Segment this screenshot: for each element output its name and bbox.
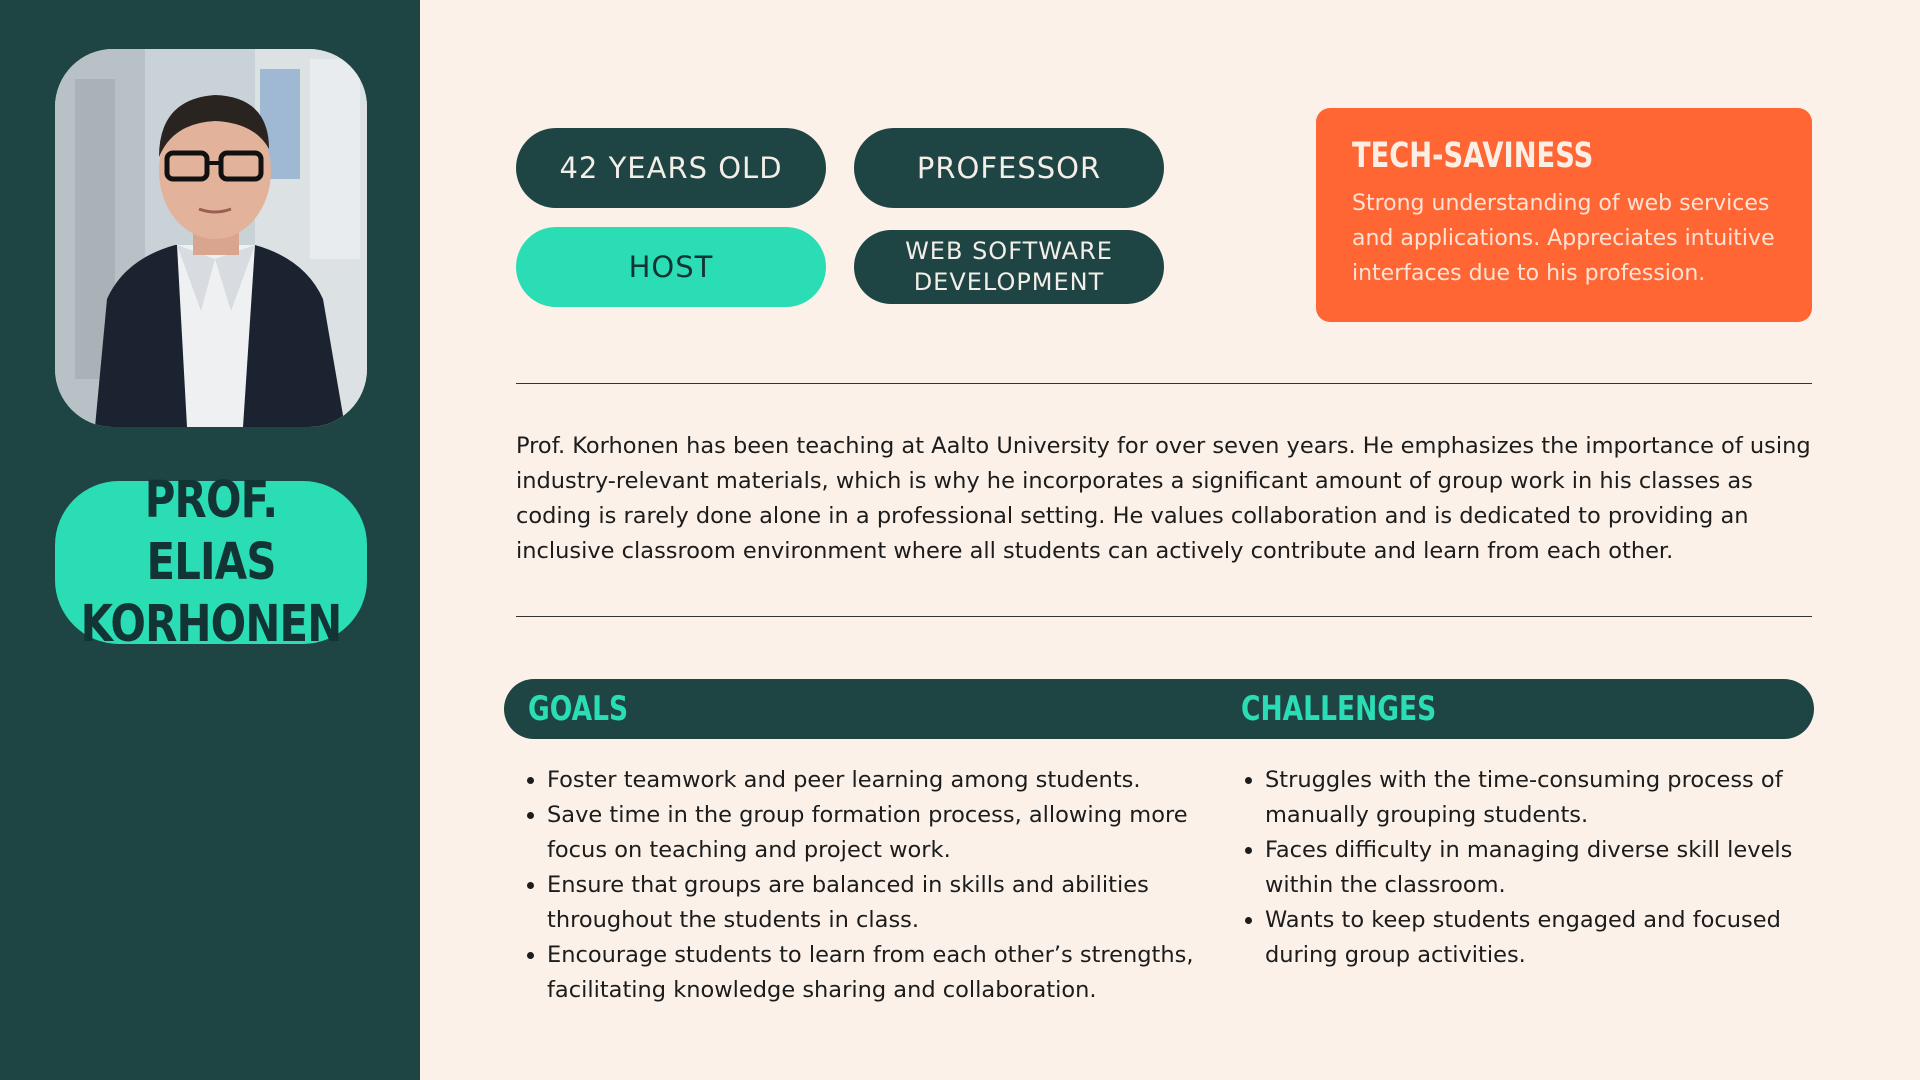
- divider-top: [516, 383, 1812, 384]
- role-tag: PROFESSOR: [854, 128, 1164, 208]
- tech-saviness-body: Strong understanding of web services and applications. Appreciates intuitive interfaces due to his profession.: [1352, 191, 1775, 286]
- challenges-heading: CHALLENGES: [1241, 689, 1437, 729]
- age-tag: 42 YEARS OLD: [516, 128, 826, 208]
- goals-challenges-header: [504, 679, 1814, 739]
- sidebar: [0, 0, 420, 1080]
- field-tag: [854, 230, 1164, 304]
- persona-name-badge: [55, 470, 367, 654]
- type-tag: HOST: [516, 227, 826, 307]
- divider-bottom: [516, 616, 1812, 617]
- list-item: • Ensure that groups are balanced in skills and abilities throughout the students in class.: [547, 868, 1227, 938]
- field-tag-label: WEB SOFTWARE DEVELOPMENT: [905, 237, 1113, 296]
- profile-photo: [55, 49, 367, 427]
- list-item: • Faces difficulty in managing diverse skill levels within the classroom.: [1265, 833, 1825, 903]
- goals-list: [516, 763, 1227, 1008]
- tech-saviness-title: TECH-SAVINESS: [1352, 136, 1594, 176]
- tech-saviness-card: [1316, 108, 1812, 322]
- list-item: • Foster teamwork and peer learning among students.: [547, 763, 1227, 798]
- list-item: • Struggles with the time-consuming process of manually grouping students.: [1265, 763, 1825, 833]
- list-item: • Save time in the group formation process, allowing more focus on teaching and project work.: [547, 798, 1227, 868]
- list-item: • Encourage students to learn from each other’s strengths, facilitating knowledge sharing and collaboration.: [547, 938, 1227, 1008]
- list-item: • Wants to keep students engaged and focused during group activities.: [1265, 903, 1825, 973]
- goals-heading: GOALS: [528, 689, 629, 729]
- portrait-image: [55, 49, 367, 427]
- challenges-list: [1234, 763, 1825, 973]
- persona-bio: Prof. Korhonen has been teaching at Aalto University for over seven years. He emphasizes the importance of using industry-relevant materials, which is why he incorporates a significant amount of group work in his classes as coding is rarely done alone in a professional setting. He values collaboration and is dedicated to providing an inclusive classroom environment where all students can actively contribute and learn from each other.: [516, 433, 1811, 564]
- persona-name: PROF. ELIAS KORHONEN: [80, 470, 342, 654]
